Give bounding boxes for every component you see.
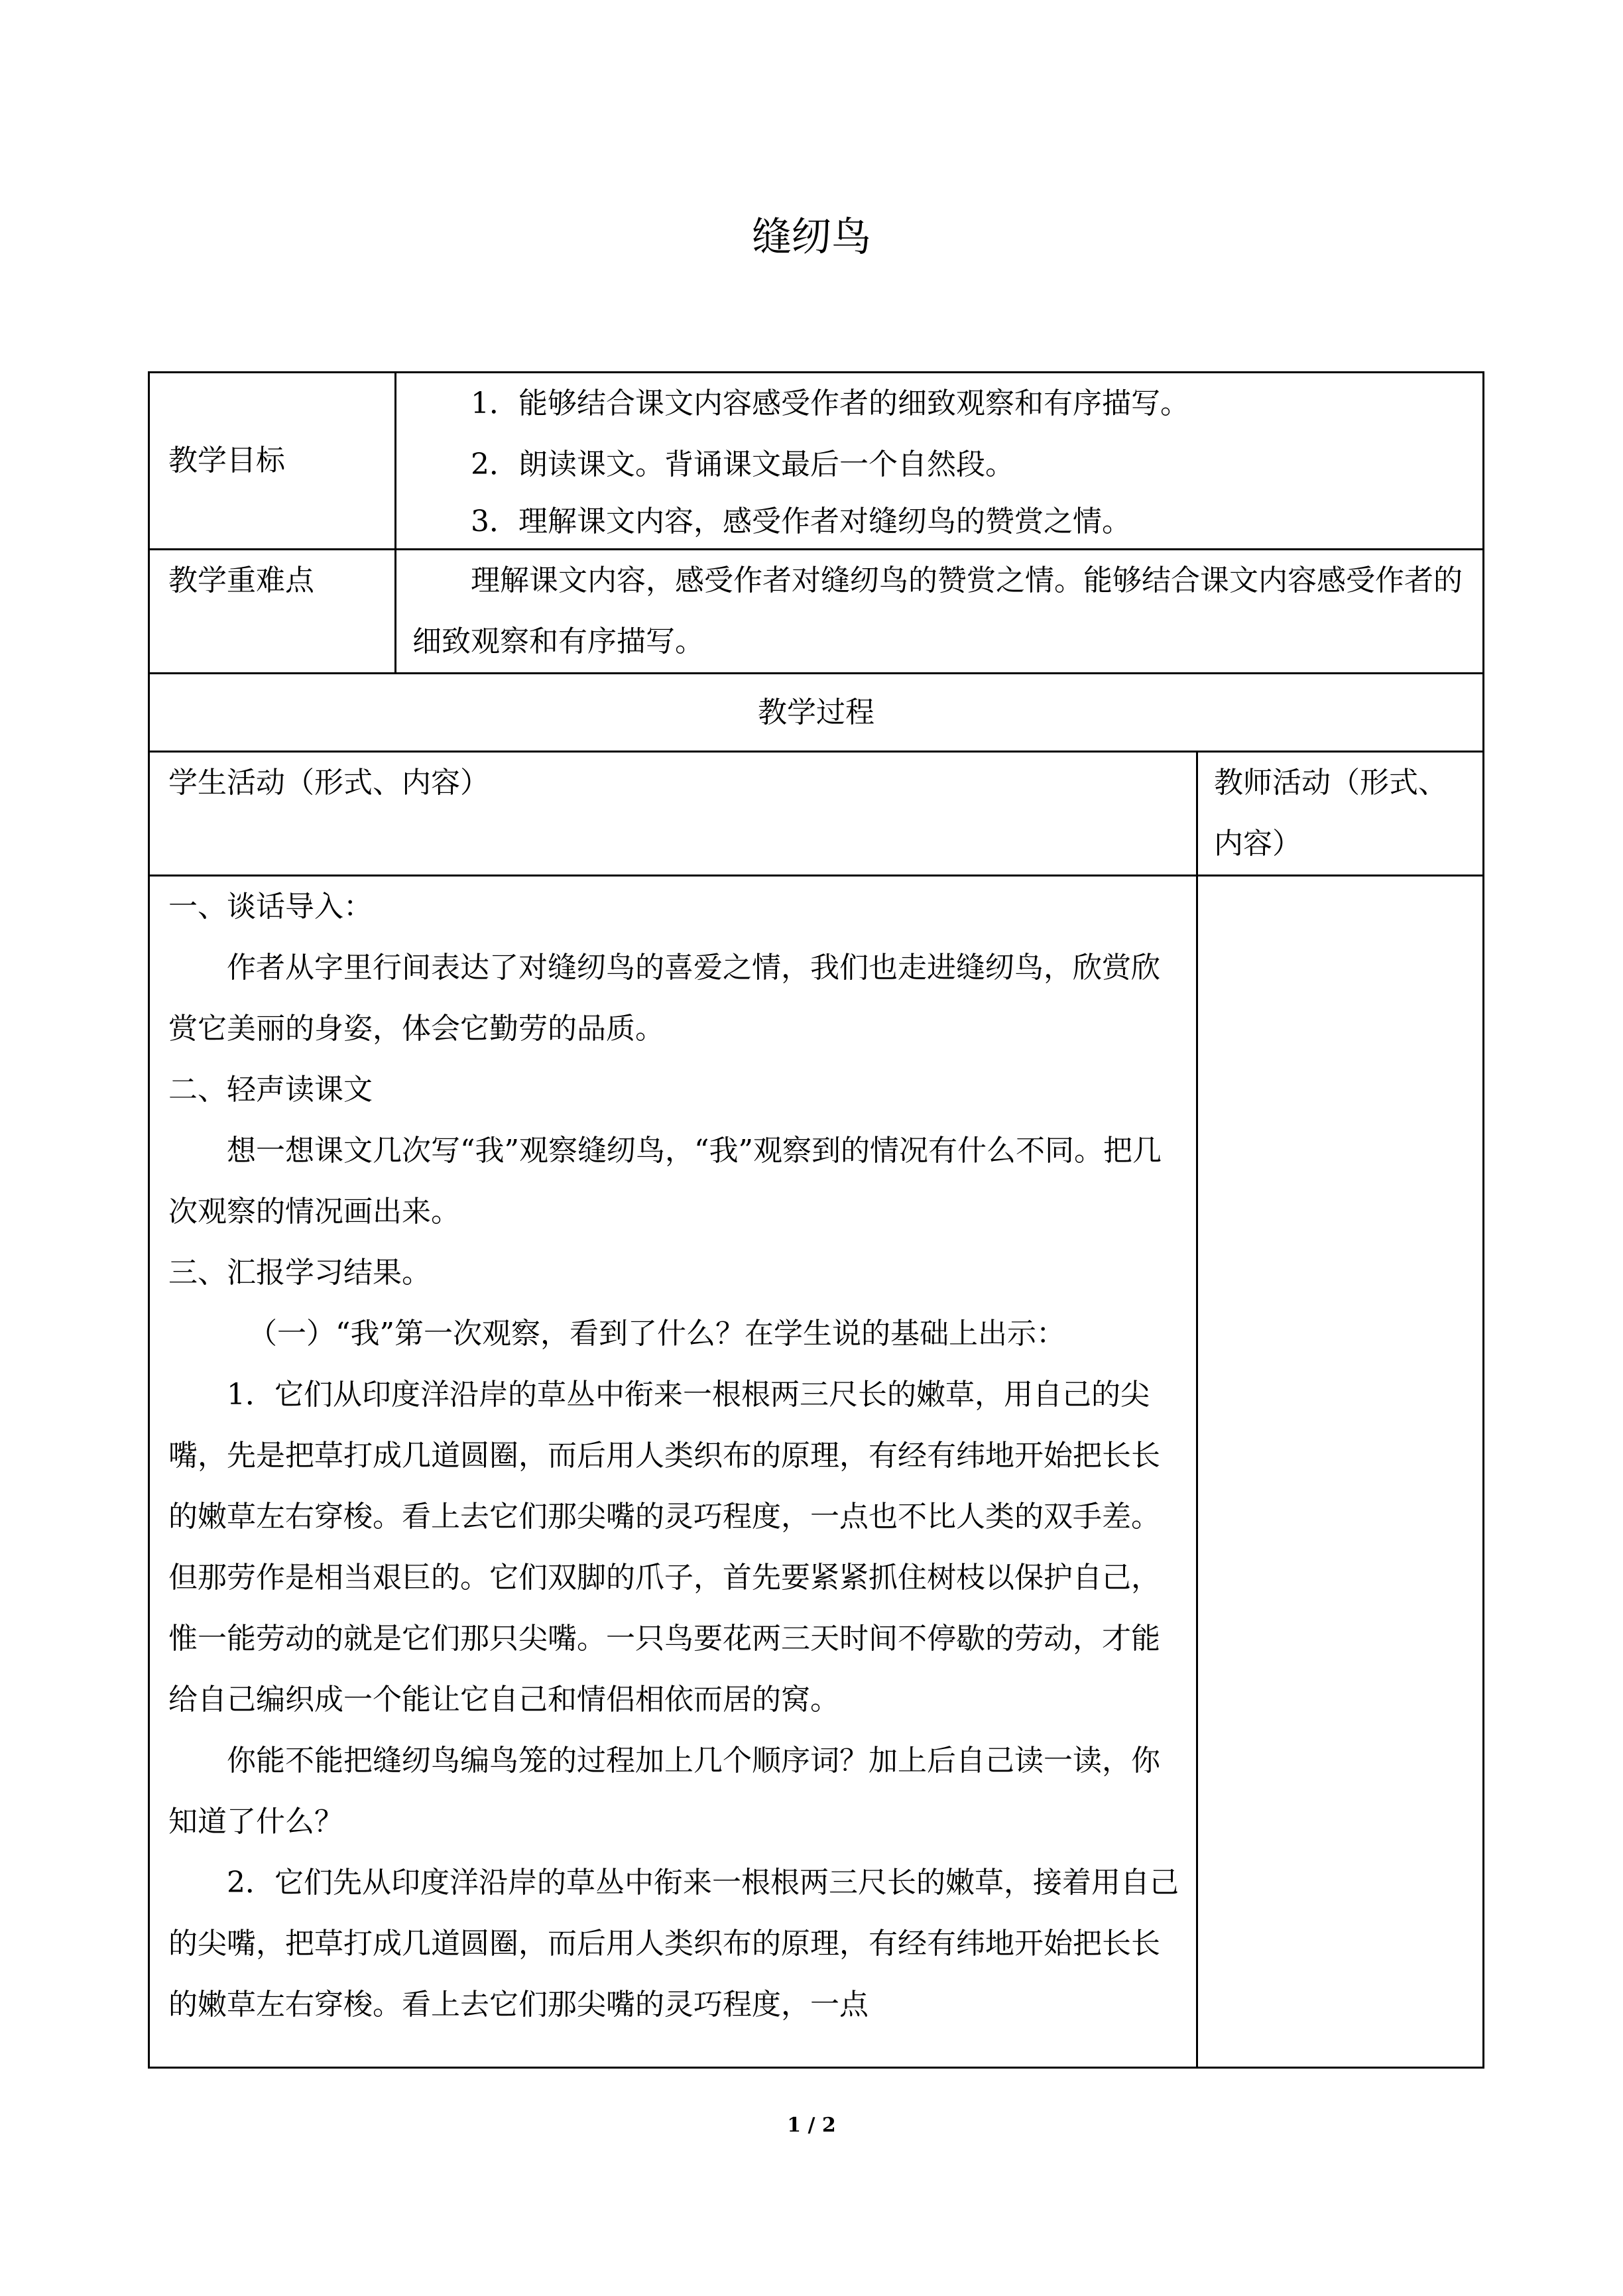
objective-item: 1．能够结合课文内容感受作者的细致观察和有序描写。 — [471, 387, 1189, 420]
section-title: 二、轻声读课文 — [168, 1073, 373, 1107]
section-title: 三、汇报学习结果。 — [168, 1256, 431, 1290]
paragraph: 作者从字里行间表达了对缝纫鸟的喜爱之情，我们也走进缝纫鸟，欣赏欣赏它美丽的身姿，体会它勤劳的品质。 — [168, 951, 1160, 1046]
paragraph: 2．它们先从印度洋沿岸的草丛中衔来一根根两三尺长的嫩草，接着用自己的尖嘴，把草打成几道圆圈，而后用人类织布的原理，有经有纬地开始把长长的嫩草左右穿梭。看上去它们那尖嘴的灵巧程度，一点 — [168, 1866, 1179, 2022]
objectives-cell — [396, 373, 1484, 550]
student-activity-header: 学生活动（形式、内容） — [149, 752, 1197, 876]
objective-item: 3．理解课文内容，感受作者对缝纫鸟的赞赏之情。 — [471, 505, 1131, 538]
page-number: 1 / 2 — [787, 2114, 836, 2137]
process-header: 教学过程 — [149, 674, 1484, 752]
subsection-title: （一）“我”第一次观察，看到了什么？在学生说的基础上出示： — [248, 1317, 1065, 1351]
objectives-row — [149, 373, 1484, 550]
content-row — [149, 876, 1484, 2068]
lesson-plan-table — [148, 371, 1484, 2069]
objective-item: 2．朗读课文。背诵课文最后一个自然段。 — [471, 448, 1014, 481]
paragraph: 你能不能把缝纫鸟编鸟笼的过程加上几个顺序词？加上后自己读一读，你知道了什么？ — [168, 1744, 1160, 1839]
column-header-row — [149, 752, 1484, 876]
teacher-activity-header: 教师活动（形式、内容） — [1197, 752, 1484, 876]
key-points-text: 理解课文内容，感受作者对缝纫鸟的赞赏之情。能够结合课文内容感受作者的细致观察和有序描写。 — [412, 564, 1463, 658]
key-points-row — [149, 550, 1484, 674]
objectives-label: 教学目标 — [149, 373, 396, 550]
student-activity-content — [149, 876, 1197, 2068]
paragraph: 想一想课文几次写“我”观察缝纫鸟，“我”观察到的情况有什么不同。把几次观察的情况画出来。 — [168, 1134, 1162, 1229]
page-title: 缝纫鸟 — [752, 214, 871, 261]
paragraph: 1．它们从印度洋沿岸的草丛中衔来一根根两三尺长的嫩草，用自己的尖嘴，先是把草打成几道圆圈，而后用人类织布的原理，有经有纬地开始把长长的嫩草左右穿梭。看上去它们那尖嘴的灵巧程度，一点也不比人类的双手差。但那劳作是相当艰巨的。它们双脚的爪子，首先要紧紧抓住树枝以保护自己，惟一能劳动的就是它们那只尖嘴。一只鸟要花两三天时间不停歇的劳动，才能给自己编织成一个能让它自己和情侣相依而居的窝。 — [168, 1378, 1160, 1717]
process-header-row — [149, 674, 1484, 752]
key-points-cell — [396, 550, 1484, 674]
section-title: 一、谈话导入： — [168, 890, 373, 924]
key-points-label: 教学重难点 — [149, 550, 396, 674]
teacher-activity-content — [1197, 876, 1484, 2068]
